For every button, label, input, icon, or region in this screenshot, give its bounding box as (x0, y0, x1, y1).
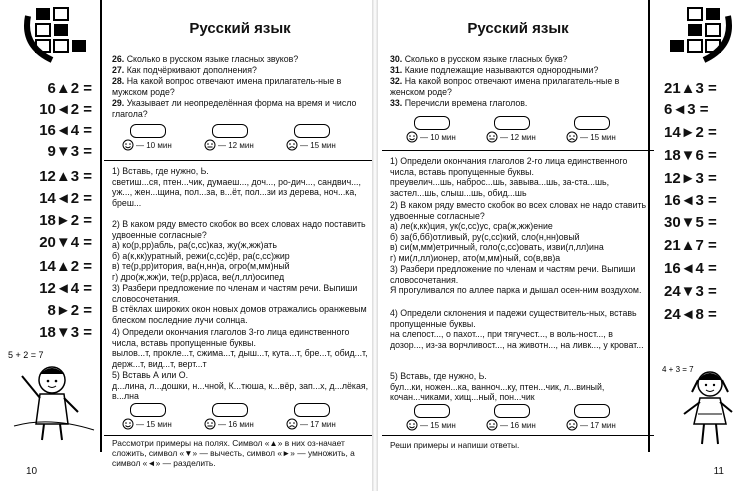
child-illustration-icon (660, 358, 746, 448)
answer-box[interactable] (574, 404, 610, 418)
exercise: 12►3 = (664, 170, 717, 187)
child-equation: 4 + 3 = 7 (662, 365, 694, 374)
task-4: 4) Определи склонения и падежи существитель-ных, вставь пропущенные буквы. на слепост..., о пахот..., при тягучест..., в воль-ност..., в дозор..., из-за ворчливост..., на животн..., на ливк..., у кроват... (390, 308, 644, 350)
exercise: 12▲3 = (39, 168, 92, 185)
timer-cell: — 17 мин (286, 403, 370, 417)
exercise: 18►2 = (39, 212, 92, 229)
exercise: 18▼3 = (39, 324, 92, 341)
timer-cell: — 10 мин (122, 124, 206, 138)
section-divider (382, 150, 654, 151)
task-1: 1) Определи окончания глаголов 2-го лица единственного числа, вставь пропущенные буквы. преувелич...шь, наброс...шь, завыва...шь, за-ста...шь, застел...шь, слыш...шь, обид...шь (390, 156, 628, 198)
question: 27. Как подчёркивают дополнения? (112, 65, 257, 75)
page-number: 10 (26, 466, 38, 477)
answer-box[interactable] (130, 403, 166, 417)
page-title: Русский язык (467, 20, 569, 37)
timer-cell: — 15 мин (566, 116, 650, 130)
logo-block-icon (668, 6, 734, 66)
right-page (378, 0, 750, 491)
exercise: 6▲2 = (47, 80, 92, 97)
left-page (0, 0, 372, 491)
answer-box[interactable] (494, 116, 530, 130)
happy-face-icon (406, 419, 418, 431)
question: 30. Сколько в русском языке гласных букв? (390, 54, 568, 64)
timer-cell: — 15 мин (122, 403, 206, 417)
neutral-face-icon (486, 131, 498, 143)
task-2: 2) В каком ряду вместо скобок во всех словах надо поставить удвоенные согласные? а) ко(р,рр)абль, ра(с,сс)каз, жу(ж,жж)ать б) а(к,кк)уратный, режи(с,сс)ёр, ра(с,сс)жир в) те(р,рр)итория, ва(н,нн)а, огро(м,мм)ный г) дро(ж,жж)и, те(р,рр)аса, ве(л,лл)осипед (112, 219, 366, 282)
exercise: 24▼3 = (664, 283, 717, 300)
exercise: 14◄2 = (39, 190, 92, 207)
page-number: 11 (713, 466, 724, 477)
timer-cell: — 15 мин (286, 124, 370, 138)
question: 33. Перечисли времена глаголов. (390, 98, 528, 108)
answer-box[interactable] (212, 403, 248, 417)
right-margin (648, 0, 750, 452)
bottom-divider (104, 435, 372, 436)
exercise: 24◄8 = (664, 306, 717, 323)
child-illustration-icon (4, 346, 96, 442)
exercise: 6◄3 = (664, 101, 709, 118)
exercise: 21▲3 = (664, 80, 717, 97)
exercise: 21▲7 = (664, 237, 717, 254)
answer-box[interactable] (212, 124, 248, 138)
exercise: 9▼3 = (47, 143, 92, 160)
question: 32. На какой вопрос отвечают имена прилагатель-ные в женском роде? (390, 76, 620, 97)
question: 26. Сколько в русском языке гласных звуков? (112, 54, 299, 64)
exercise: 14▲2 = (39, 258, 92, 275)
exercise: 14►2 = (664, 124, 717, 141)
timer-cell: — 15 мин (406, 404, 490, 418)
answer-box[interactable] (414, 116, 450, 130)
timer-cell: — 16 мин (486, 404, 570, 418)
happy-face-icon (122, 418, 134, 430)
timer-row (382, 116, 654, 148)
bottom-divider (382, 435, 654, 436)
exercise: 16◄4 = (39, 122, 92, 139)
neutral-face-icon (204, 139, 216, 151)
logo-block-icon (22, 6, 88, 66)
task-2: 2) В каком ряду вместо скобок во всех словах не надо ставить удвоенные согласные? а) ле(к,кк)ция, ук(с,сс)ус, сра(ж,жж)ение б) за(б,бб)отливый, ру(с,сс)кий, сло(н,нн)овый в) си(м,мм)етричный, голо(с,сс)овать, изви(л,лл)ина г) ми(л,лл)ионер, ато(м,мм)ный, со(в,вв)а (390, 200, 647, 263)
task-1: 1) Вставь, где нужно, Ь. светиш...ся, птен...чик, думаеш..., доч..., ро-дич..., сандвич..., уж..., жен...щина, пол...за, в...ёт, пол...зи из дерева, ноч...ка, бреш... (112, 166, 361, 208)
sad-face-icon (286, 139, 298, 151)
child-equation: 5 + 2 = 7 (8, 350, 44, 360)
sad-face-icon (566, 419, 578, 431)
exercise: 8►2 = (47, 302, 92, 319)
question: 28. На какой вопрос отвечают имена прилагатель-ные в мужском роде? (112, 76, 342, 97)
task-4: 4) Определи окончания глаголов 3-го лица единственного числа, вставь пропущенные буквы. вылов...т, прокле...т, сжима...т, дыш...т, кута...т, брe...т, обид...т, держ...т, вид...т, верт...т (112, 327, 368, 369)
answer-box[interactable] (294, 124, 330, 138)
task-3: 3) Разбери предложение по членам и частям речи. Выпиши словосочетания. Я прогуливался по аллее парка и дышал осен-ним воздухом. (390, 264, 642, 295)
exercise: 16◄3 = (664, 192, 717, 209)
left-instructions: Рассмотри примеры на полях. Символ «▲» в них оз-начает сложить, символ «▼» — вычесть, символ «►» — умножить, а символ «◄» — разделить. (112, 438, 355, 468)
timer-row (104, 124, 372, 156)
answer-box[interactable] (414, 404, 450, 418)
sad-face-icon (566, 131, 578, 143)
page-title: Русский язык (189, 20, 291, 37)
exercise: 12◄4 = (39, 280, 92, 297)
exercise: 16◄4 = (664, 260, 717, 277)
right-content (382, 0, 654, 452)
answer-box[interactable] (574, 116, 610, 130)
exercise: 30▼5 = (664, 214, 717, 231)
question: 31. Какие подлежащие называются однородными? (390, 65, 599, 75)
timer-cell: — 10 мин (406, 116, 490, 130)
left-margin (0, 0, 102, 452)
neutral-face-icon (486, 419, 498, 431)
task-3: 3) Разбери предложение по членам и частям речи. Выпиши словосочетания. В стёклах широких окон новых домов отражались оранжевым блеском последние лучи солнца. (112, 283, 367, 325)
timer-cell: — 12 мин (204, 124, 288, 138)
answer-box[interactable] (294, 403, 330, 417)
left-content (104, 0, 372, 452)
timer-cell: — 16 мин (204, 403, 288, 417)
section-divider (104, 160, 372, 161)
task-5: 5) Вставь, где нужно, Ь. бул...ки, ножен...ка, ванноч...ку, птен...чик, л...виный, кочан...чиками, хищ...ный, пон...чик (390, 371, 605, 402)
timer-row (382, 404, 654, 436)
timer-cell: — 12 мин (486, 116, 570, 130)
task-5: 5) Вставь А или О. д...лина, л...дошки, н...чной, К...тюша, к...вёр, зап...х, д...лёкая, в...лна (112, 370, 369, 401)
sad-face-icon (286, 418, 298, 430)
timer-row (104, 403, 372, 435)
timer-cell: — 17 мин (566, 404, 650, 418)
happy-face-icon (122, 139, 134, 151)
exercise: 18▼6 = (664, 147, 717, 164)
exercise: 10◄2 = (39, 101, 92, 118)
question: 29. Указывает ли неопределённая форма на время и число глагола? (112, 98, 357, 119)
answer-box[interactable] (494, 404, 530, 418)
right-instructions: Реши примеры и напиши ответы. (390, 440, 520, 450)
answer-box[interactable] (130, 124, 166, 138)
exercise: 20▼4 = (39, 234, 92, 251)
happy-face-icon (406, 131, 418, 143)
neutral-face-icon (204, 418, 216, 430)
